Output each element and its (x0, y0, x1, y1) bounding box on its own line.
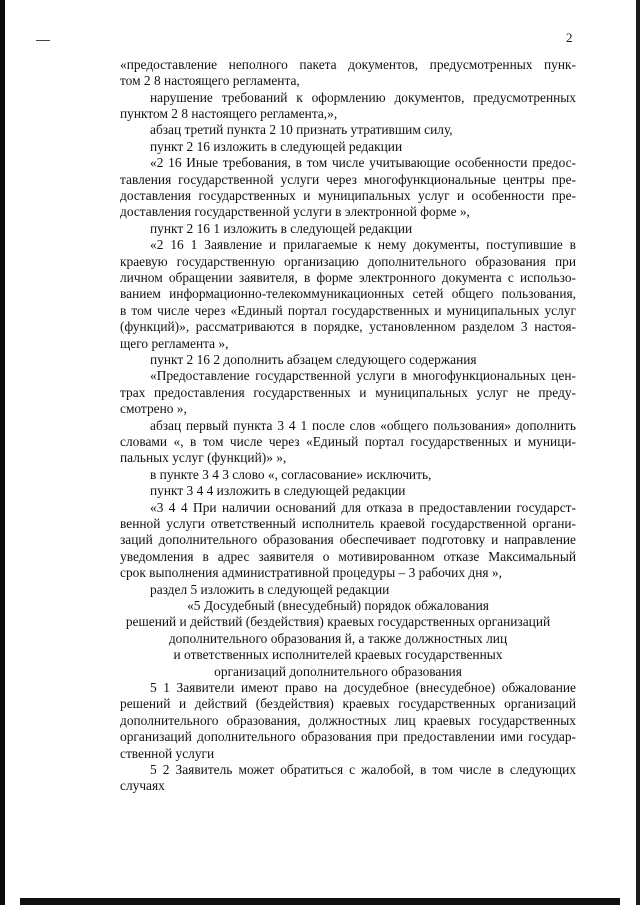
text-line: срок выполнения административной процедуры – 3 рабочих дня », (120, 565, 502, 580)
text-line: том 2 8 настоящего регламента, (120, 73, 300, 88)
text-line: 5 1 Заявители имеют право на досудебное (внесудебное) обжалование (150, 680, 576, 695)
text-line: (функций)», рассматриваются в порядке, установленном разделом 3 настоя- (120, 319, 576, 334)
text-line: дополнительного образования, должностных лиц краевых государственных (120, 713, 576, 728)
text-line: краевую государственную организацию дополнительного образования при (120, 254, 576, 269)
scan-right-edge (636, 0, 640, 905)
text-line: организаций дополнительного образования при предоставлении ими государ- (120, 729, 576, 744)
text-line: смотрено », (120, 401, 187, 416)
text-line: пункт 3 4 4 изложить в следующей редакции (150, 483, 406, 498)
text-line: абзац первый пункта 3 4 1 после слов «общего пользования» дополнить (150, 418, 576, 433)
scan-speck (36, 40, 50, 41)
text-line: личном обращении заявителя, в форме электронного документа с использо- (120, 270, 576, 285)
text-line: решений и действий (бездействия) краевых государственных организаций (120, 696, 576, 711)
page-number: 2 (566, 30, 573, 45)
text-line: пункт 2 16 1 изложить в следующей редакции (150, 221, 413, 236)
text-line: «2 16 Иные требования, в том числе учитывающие особенности предос- (150, 155, 576, 170)
section-heading-line: «5 Досудебный (внесудебный) порядок обжалования (187, 598, 489, 613)
section-heading-line: решений и действий (бездействия) краевых государственных организаций (125, 614, 551, 629)
text-line: трах предоставления государственных и муниципальных услуг не преду- (120, 385, 576, 400)
text-line: абзац третий пункта 2 10 признать утратившим силу, (150, 122, 453, 137)
text-line: в том числе через «Единый портал государственных и муниципальных услуг (120, 303, 576, 318)
text-line: ванием информационно-телекоммуникационных сетей общего пользования, (120, 286, 576, 301)
text-line: словами «, в том числе через «Единый портал государственных и муници- (120, 434, 576, 449)
text-line: случаях (120, 778, 165, 793)
text-line: заций дополнительного образования обеспечивает подготовку и направление (120, 532, 576, 547)
section-heading-line: организаций дополнительного образования (214, 664, 462, 679)
text-line: раздел 5 изложить в следующей редакции (150, 582, 390, 597)
section-heading-line: дополнительного образования й, а также должностных лиц (168, 631, 508, 646)
text-line: «предоставление неполного пакета документов, предусмотренных пунк- (120, 57, 576, 72)
scan-left-edge (0, 0, 5, 905)
text-line: тавления государственной услуги через многофункциональные центры пре- (120, 172, 576, 187)
text-line: «Предоставление государственной услуги в многофункциональных цен- (150, 368, 576, 383)
text-line: уведомления в адрес заявителя о мотивированном отказе Максимальный (120, 549, 576, 564)
text-line: пальных услуг (функций)» », (120, 450, 287, 465)
text-line: «2 16 1 Заявление и прилагаемые к нему документы, поступившие в (150, 237, 576, 252)
text-line: «3 4 4 При наличии оснований для отказа в предоставлении государст- (150, 500, 576, 515)
text-line: 5 2 Заявитель может обратиться с жалобой, в том числе в следующих (150, 762, 576, 777)
text-line: пункт 2 16 изложить в следующей редакции (150, 139, 403, 154)
scan-bottom-edge (20, 898, 620, 905)
text-line: доставления государственной услуги в электронной форме », (120, 204, 470, 219)
section-heading-line: и ответственных исполнителей краевых государственных (173, 647, 503, 662)
text-line: пункт 2 16 2 дополнить абзацем следующего содержания (150, 352, 477, 367)
text-line: нарушение требований к оформлению документов, предусмотренных (150, 90, 576, 105)
text-line: ственной услуги (120, 746, 215, 761)
text-line: венной услуги ответственный исполнитель краевой государственной органи- (120, 516, 576, 531)
text-line: в пункте 3 4 3 слово «, согласование» исключить, (150, 467, 432, 482)
text-line: щего регламента », (120, 336, 229, 351)
text-line: доставления государственных и муниципальных услуг и особенности пре- (120, 188, 576, 203)
text-line: пунктом 2 8 настоящего регламента,», (120, 106, 338, 121)
